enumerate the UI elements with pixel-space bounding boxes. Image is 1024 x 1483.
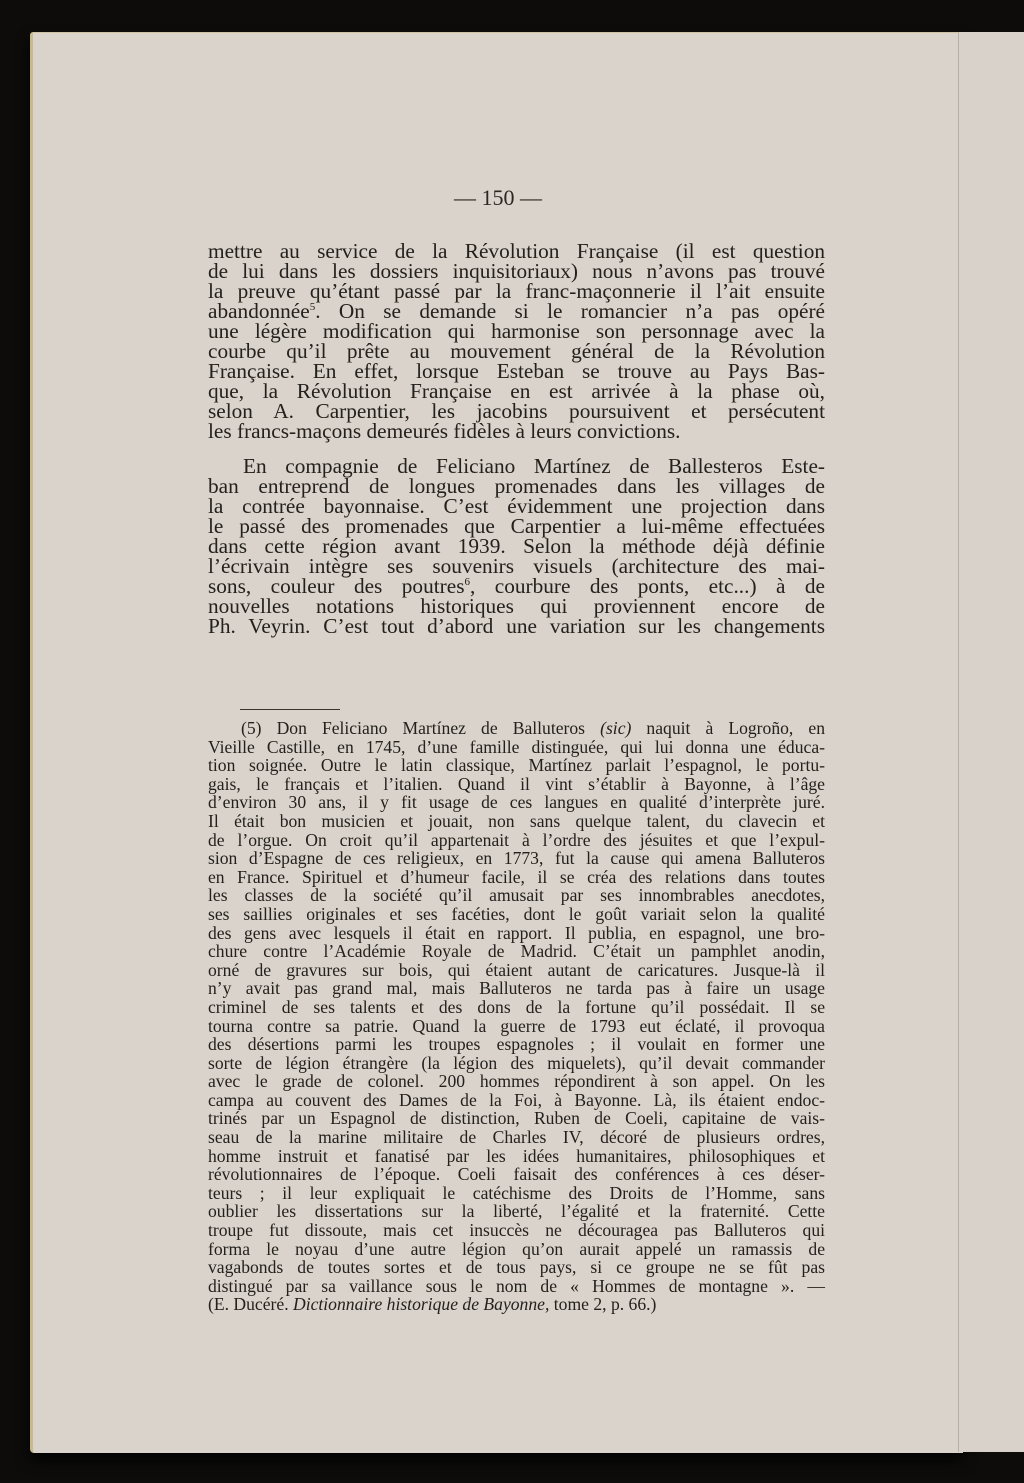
footnote-line: des gens avec lesquels il était en rapport. Il publia, en espagnol, une bro- (208, 922, 825, 943)
footnote-line: teurs ; il leur expliquait le catéchisme des Droits de l’Homme, sans (208, 1182, 825, 1203)
footnote-line: distingué par sa vaillance sous le nom de « Hommes de montagne ». — (208, 1275, 825, 1296)
footnote-line: tourna contre sa patrie. Quand la guerre de 1793 eut éclaté, il provoqua (208, 1015, 825, 1036)
footnote-line: tion soignée. Outre le latin classique, Martínez parlait l’espagnol, le portu- (208, 755, 825, 776)
footnote-line: oublier les dissertations sur la liberté, l’égalité et la fraternité. Cette (208, 1201, 825, 1222)
footnote-line: forma le noyau d’une autre légion qu’on aurait appelé un ramassis de (208, 1238, 825, 1259)
footnote-ref-6[interactable]: 6 (464, 576, 470, 588)
page-number: — 150 — (454, 185, 542, 210)
text-line: En compagnie de Feliciano Martínez de Ballesteros Este- (243, 454, 825, 478)
footnote-line: chure contre l’Académie Royale de Madrid. C’était un pamphlet anodin, (208, 941, 825, 962)
text-line: selon A. Carpentier, les jacobins poursuivent et persécutent (208, 399, 825, 423)
footnote-line: en France. Spirituel et d’humeur facile, il se créa des relations dans toutes (208, 866, 825, 887)
text-line: que, la Révolution Française en est arrivée à la phase où, (208, 379, 825, 403)
text-fragment: abandonnée (208, 299, 310, 323)
footnote-line: seau de la marine militaire de Charles IV, décoré de plusieurs ordres, (208, 1127, 825, 1148)
footnote-line: criminel de ses talents et des dons de la fortune qu’il possédait. Il se (208, 996, 825, 1017)
text-fragment: sons, couleur des poutres (208, 574, 465, 598)
cited-work-title: Dictionnaire historique de Bayonne, (293, 1294, 550, 1315)
sic-annotation: (sic) (600, 718, 632, 738)
text-line: la preuve qu’étant passé par la franc-maçonnerie il l’ait ensuite (208, 279, 825, 303)
footnote-line: avec le grade de colonel. 200 hommes répondirent à son appel. On les (208, 1071, 825, 1092)
footnote-line: des désertions parmi les troupes espagnoles ; il voulait en former une (208, 1034, 825, 1055)
text-fragment: naquit à Logroño, en (646, 718, 825, 738)
footnote-line: homme instruit et fanatisé par les idées humanitaires, philosophiques et (208, 1145, 825, 1166)
text-line: le passé des promenades que Carpentier a lui-même effectuées (208, 514, 825, 538)
footnote-line: n’y avait pas grand mal, mais Balluteros ne tarda pas à faire un usage (208, 978, 825, 999)
footnote-separator (240, 709, 340, 710)
next-page-edge (958, 32, 1024, 1452)
text-line: une légère modification qui harmonise son personnage avec la (208, 319, 825, 343)
text-fragment: (E. Ducéré. (208, 1294, 289, 1315)
text-line: nouvelles notations historiques qui proviennent encore de (208, 594, 825, 618)
text-fragment: . On se demande si le romancier n’a pas opéré (315, 299, 825, 323)
text-line: l’écrivain intègre ses souvenirs visuels (architecture des mai- (208, 554, 825, 578)
footnote-line: trinés par un Espagnol de distinction, Ruben de Coeli, capitaine de vais- (208, 1108, 825, 1129)
footnote-line: Il était bon musicien et jouait, non sans quelque talent, du clavecin et (208, 810, 825, 831)
text-line: la contrée bayonnaise. C’est évidemment une projection dans (208, 494, 825, 518)
text-fragment: , courbure des ponts, etc...) à de (469, 574, 825, 598)
footnote-line: révolutionnaires de l’époque. Coeli faisait des conférences à ces déser- (208, 1164, 825, 1185)
footnote-line: sorte de légion étrangère (la légion des miquelets), qu’il devait commander (208, 1052, 825, 1073)
text-line: courbe qu’il prête au mouvement général de la Révolution (208, 339, 825, 363)
paragraph-1 (208, 241, 825, 441)
footnote-line: gais, le français et l’italien. Quand il vint s’établir à Bayonne, à l’âge (208, 773, 825, 794)
body-text (208, 241, 825, 636)
footnote-line: campa au couvent des Dames de la Foi, à Bayonne. Là, ils étaient endoc- (208, 1089, 825, 1110)
text-line (208, 576, 825, 596)
text-fragment: (5) Don Feliciano Martínez de Balluteros (241, 718, 586, 738)
text-line (208, 301, 825, 321)
footnote-line: vagabonds de toutes sortes et de tous pays, si ce groupe ne se fût pas (208, 1257, 825, 1278)
footnote-5 (208, 719, 825, 1314)
book-page (30, 32, 963, 1453)
footnote-ref-5[interactable]: 5 (309, 301, 316, 313)
footnote-line: ses saillies originales et ses facéties, dont le goût variait selon la qualité (208, 903, 825, 924)
footnote-line: d’environ 30 ans, il y fit usage de ces langues en qualité d’interprète juré. (208, 792, 825, 813)
footnote-line: Vieille Castille, en 1745, d’une famille distinguée, qui lui donna une éduca- (208, 736, 825, 757)
footnote-line (208, 719, 825, 738)
paragraph-2 (208, 456, 825, 636)
text-line: Française. En effet, lorsque Esteban se trouve au Pays Bas- (208, 359, 825, 383)
text-line: dans cette région avant 1939. Selon la méthode déjà définie (208, 534, 825, 558)
footnote-lines (208, 738, 825, 1296)
footnote-line: orné de gravures sur bois, qui étaient autant de caricatures. Jusque-là il (208, 959, 825, 980)
footnote-line: de l’orgue. On croit qu’il appartenait à l’ordre des jésuites et que l’expul- (208, 829, 825, 850)
text-line: de lui dans les dossiers inquisitoriaux) nous n’avons pas trouvé (208, 259, 825, 283)
text-line: les francs-maçons demeurés fidèles à leurs convictions. (208, 419, 681, 443)
text-line: Ph. Veyrin. C’est tout d’abord une variation sur les changements (208, 614, 825, 638)
footnote-line: les classes de la société qu’il amusait par ses innombrables anecdotes, (208, 885, 825, 906)
text-line: ban entreprend de longues promenades dans les villages de (208, 474, 825, 498)
text-fragment: tome 2, p. 66.) (553, 1294, 657, 1315)
footnote-line: sion d’Espagne de ces religieux, en 1773, fut la cause qui amena Balluteros (208, 848, 825, 869)
footnote-line: troupe fut dissoute, mais cet insuccès ne découragea pas Balluteros qui (208, 1220, 825, 1241)
footnote-line (208, 1295, 825, 1314)
text-line: mettre au service de la Révolution Française (il est question (208, 239, 825, 263)
